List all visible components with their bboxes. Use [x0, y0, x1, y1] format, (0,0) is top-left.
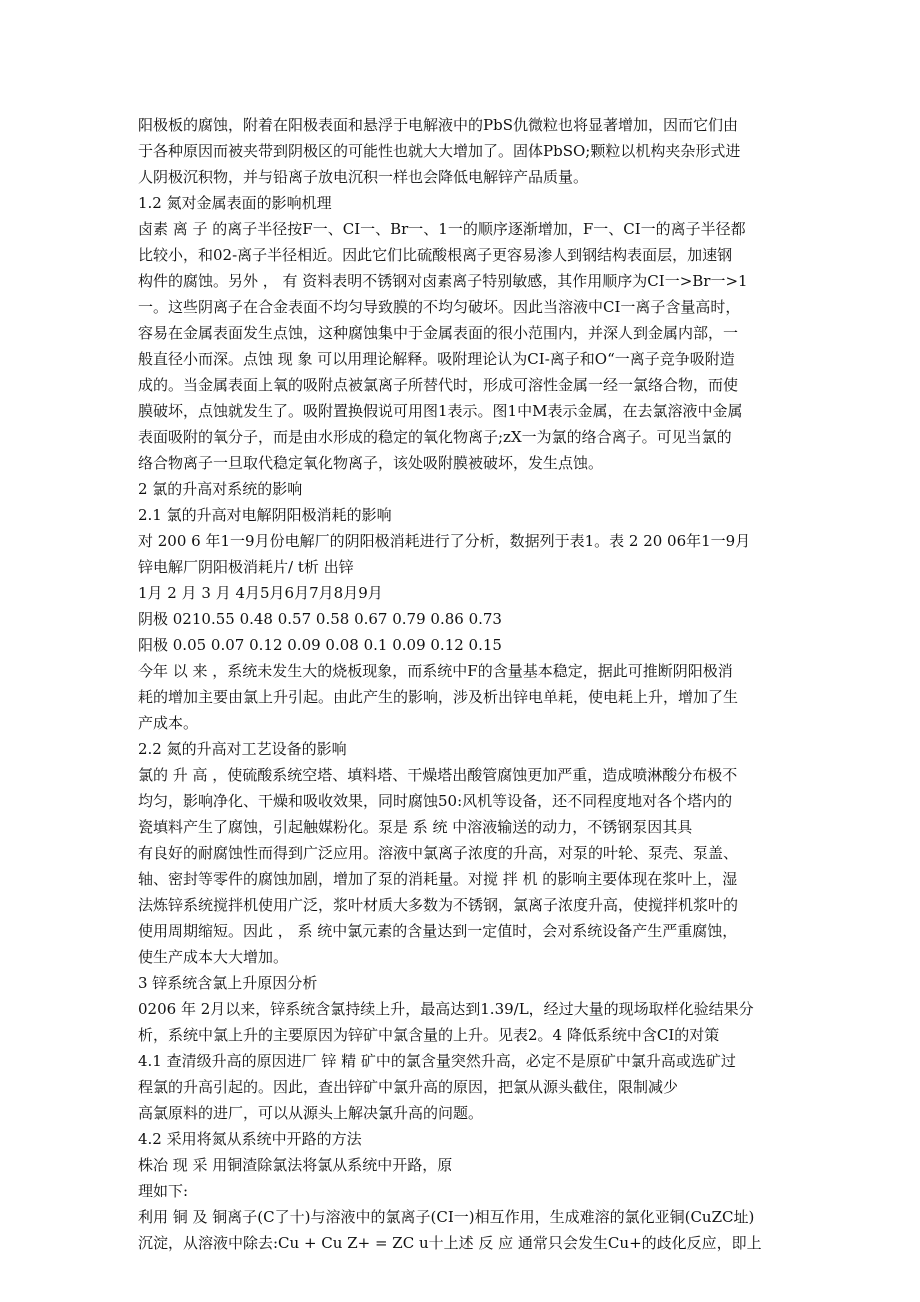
text-line: 均匀，影响净化、干燥和吸收效果，同时腐蚀50:风机等设备，还不同程度地对各个塔内的 — [138, 792, 733, 810]
text-line: 表面吸附的氧分子，而是由水形成的稳定的氧化物离子;zX一为氯的络合离子。可见当氯的 — [138, 428, 732, 446]
text-line: 络合物离子一旦取代稳定氧化物离子，该处吸附膜被破坏，发生点蚀。 — [138, 454, 604, 472]
text-line: 析，系统中氯上升的主要原因为锌矿中氯含量的上升。见表2。4 降低系统中含CI的对策 — [138, 1026, 720, 1044]
section-heading: 1.2 氮对金属表面的影响机理 — [138, 194, 332, 212]
text-line: 于各种原因而被夹带到阴极区的可能性也就大大增加了。固体PbSO;颗粒以机构夹杂形式进 — [138, 142, 741, 160]
text-line: 沉淀，从溶液中除去:Cu + Cu Z+ = ZC u十上述 反 应 通常只会发生Cu+的歧化反应，即上 — [138, 1234, 762, 1252]
text-line: 一。这些阴离子在合金表面不均匀导致膜的不均匀破坏。因此当溶液中CI一离子含量高时， — [138, 298, 741, 316]
text-line: 人阴极沉积物，并与铅离子放电沉积一样也会降低电解锌产品质量。 — [138, 168, 589, 186]
text-line: 阳极板的腐蚀，附着在阳极表面和悬浮于电解液中的PbS仇微粒也将显著增加，因而它们由 — [138, 116, 738, 134]
text-line: 法炼锌系统搅拌机使用广泛，浆叶材质大多数为不锈钢，氯离子浓度升高，使搅拌机浆叶的 — [138, 896, 739, 914]
section-heading: 3 锌系统含氯上升原因分析 — [138, 974, 318, 992]
section-heading: 2.1 氯的升高对电解阴阳极消耗的影响 — [138, 506, 392, 524]
section-heading: 2.2 氮的升高对工艺设备的影响 — [138, 740, 347, 758]
text-line: 株冶 现 采 用铜渣除氯法将氯从系统中开路，原 — [138, 1156, 453, 1174]
text-line: 构件的腐蚀。另外 ， 有 资料表明不锈钢对卤素离子特别敏感，其作用顺序为CI一>Br一>1 — [138, 272, 748, 290]
text-line: 容易在金属表面发生点蚀，这种腐蚀集中于金属表面的很小范围内，并深人到金属内部，一 — [138, 324, 739, 342]
text-line: 利用 铜 及 铜离子(C了十)与溶液中的氯离子(CI一)相互作用，生成难溶的氯化亚铜(CuZC址) — [138, 1208, 755, 1226]
text-line: 程氯的升高引起的。因此，查出锌矿中氯升高的原因，把氯从源头截住，限制减少 — [138, 1078, 679, 1096]
text-line: 般直径小而深。点蚀 现 象 可以用理论解释。吸附理论认为CI-离子和O“一离子竞争吸附造 — [138, 350, 735, 368]
text-line: 瓷填料产生了腐蚀，引起触媒粉化。泵是 系 统 中溶液输送的动力，不锈钢泵因其具 — [138, 818, 693, 836]
text-line: 有良好的耐腐蚀性而得到广泛应用。溶液中氯离子浓度的升高，对泵的叶轮、泵壳、泵盖、 — [138, 844, 739, 862]
text-line: 轴、密封等零件的腐蚀加剧，增加了泵的消耗量。对搅 拌 机 的影响主要体现在浆叶上，湿 — [138, 870, 738, 888]
text-line: 理如下: — [138, 1182, 189, 1200]
text-line: 使用周期缩短。因此 ， 系 统中氯元素的含量达到一定值时，会对系统设备产生严重腐蚀， — [138, 922, 738, 940]
text-line: 耗的增加主要由氯上升引起。由此产生的影响，涉及析出锌电单耗，使电耗上升，增加了生 — [138, 688, 739, 706]
text-line: 使生产成本大大增加。 — [138, 948, 289, 966]
text-line: 今年 以 来 ，系统未发生大的烧板现象，而系统中F的含量基本稳定，据此可推断阴阳极消 — [138, 662, 733, 680]
text-line: 卤素 离 子 的离子半径按F一、CI一、Br一、1一的顺序逐渐增加，F一、CI一的离子半径都 — [138, 220, 746, 238]
text-line: 4.1 查清级升高的原因进厂 锌 精 矿中的氯含量突然升高，必定不是原矿中氯升高或选矿过 — [138, 1052, 736, 1070]
section-heading: 2 氯的升高对系统的影响 — [138, 480, 303, 498]
text-line: 高氯原料的进厂，可以从源头上解决氯升高的问题。 — [138, 1104, 484, 1122]
text-line: 膜破坏，点蚀就发生了。吸附置换假说可用图1表示。图1中M表示金属，在去氯溶液中金属 — [138, 402, 743, 420]
text-line: 成的。当金属表面上氧的吸附点被氯离子所替代时，形成可溶性金属一经一氯络合物，而使 — [138, 376, 739, 394]
text-line: 比较小，和02-离子半径相近。因此它们比硫酸根离子更容易渗人到钢结构表面层，加速钢 — [138, 246, 733, 264]
table-header-row: 1月 2 月 3 月 4月5月6月7月8月9月 — [138, 584, 383, 602]
document-page — [138, 112, 788, 1256]
table-row-anode: 阳极 0.05 0.07 0.12 0.09 0.08 0.1 0.09 0.12 0.15 — [138, 636, 502, 654]
text-line: 0206 年 2月以来，锌系统含氯持续上升，最高达到1.39/L，经过大量的现场取样化验结果分 — [138, 1000, 754, 1018]
text-line: 对 200 6 年1一9月份电解厂的阴阳极消耗进行了分析，数据列于表1。表 2 20 06年1一9月 — [138, 532, 751, 550]
text-line: 产成本。 — [138, 714, 199, 732]
table-caption: 锌电解厂阴阳极消耗片/ t析 出锌 — [138, 558, 354, 576]
section-heading: 4.2 采用将氮从系统中开路的方法 — [138, 1130, 362, 1148]
text-line: 氯的 升 高 ，使硫酸系统空塔、填料塔、干燥塔出酸管腐蚀更加严重，造成喷淋酸分布极不 — [138, 766, 738, 784]
table-row-cathode: 阴极 0210.55 0.48 0.57 0.58 0.67 0.79 0.86 0.73 — [138, 610, 502, 628]
